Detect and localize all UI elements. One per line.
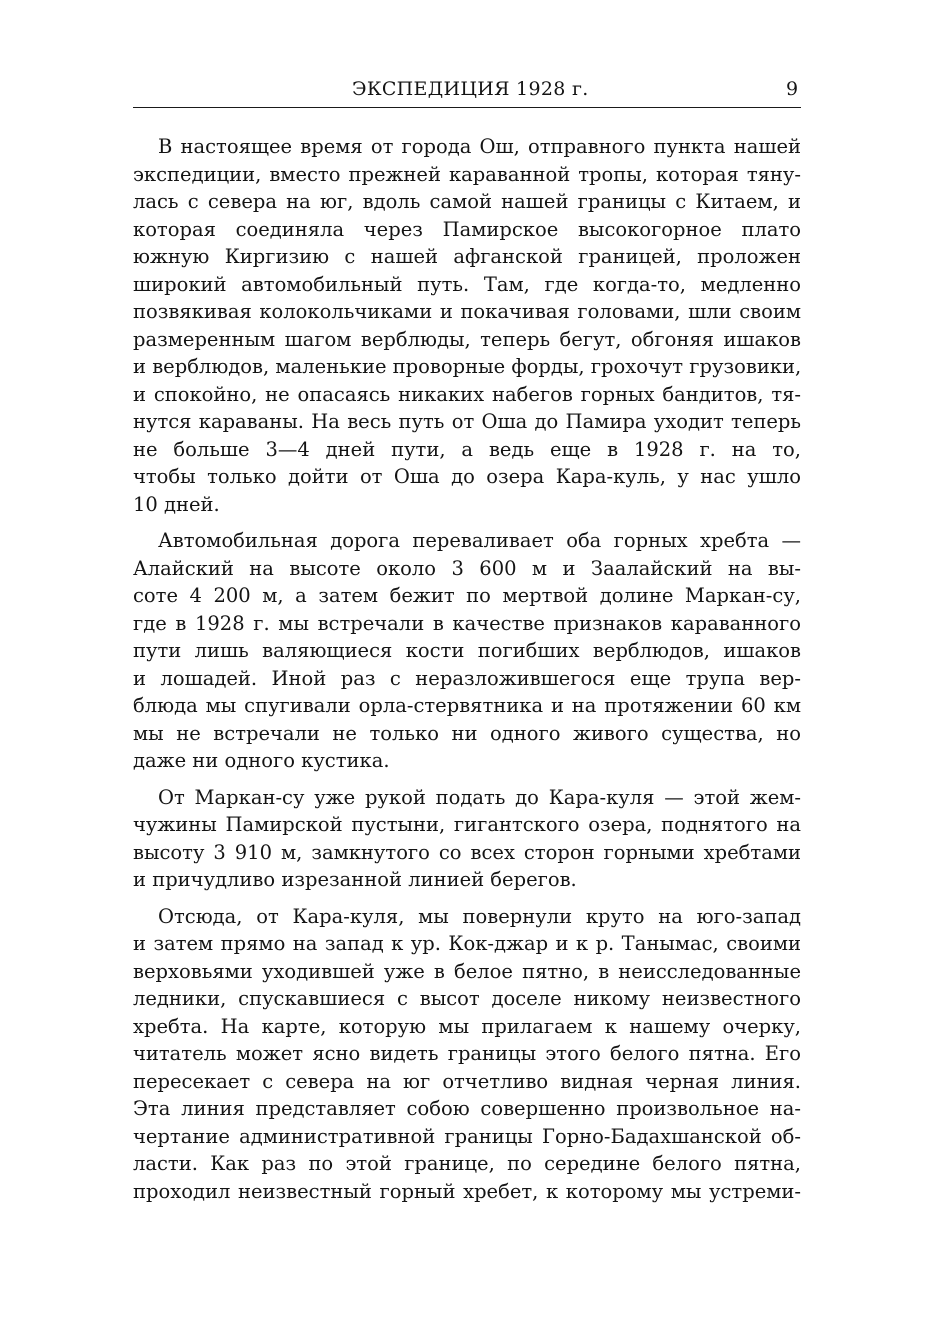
text-line: Отсюда, от Кара-куля, мы повернули круто на юго-запад	[158, 904, 801, 928]
text-line: В настоящее время от города Ош, отправного пункта нашей	[158, 135, 801, 158]
text-line: хребта. На карте, которую мы прилагаем к нашему очерку,	[133, 1014, 801, 1038]
text-line: и лошадей. Иной раз с неразложившегося еще трупа вер-	[133, 666, 801, 690]
text-line: Эта линия представляет собою совершенно произвольное на-	[133, 1097, 801, 1120]
text-line: которая соединяла через Памирское высокогорное плато	[133, 217, 801, 241]
paragraph-3	[133, 784, 801, 894]
text-line: и спокойно, не опасаясь никаких набегов горных бандитов, тя-	[133, 382, 801, 406]
text-line: Автомобильная дорога переваливает оба горных хребта —	[158, 529, 801, 552]
text-line: От Маркан-су уже рукой подать до Кара-куля — этой жем-	[158, 785, 801, 809]
text-line: размеренным шагом верблюды, теперь бегут, обгоняя ишаков	[133, 327, 801, 351]
paragraph-1	[133, 133, 801, 518]
text-line: чужины Памирской пустыни, гигантского озера, поднятого на	[133, 813, 801, 836]
text-line: лась с севера на юг, вдоль самой нашей границы с Китаем, и	[133, 190, 801, 213]
paragraph-4	[133, 903, 801, 1206]
text-line: и верблюдов, маленькие проворные форды, грохочут грузовики,	[133, 355, 801, 378]
text-line: и затем прямо на запад к ур. Кок-джар и к р. Танымас, своими	[133, 932, 801, 955]
header-rule	[133, 107, 801, 108]
text-line: даже ни одного кустика.	[133, 749, 390, 772]
text-line: пути лишь валяющиеся кости погибших верблюдов, ишаков	[133, 639, 801, 662]
text-line: пересекает с севера на юг отчетливо видная черная линия.	[133, 1069, 801, 1093]
text-line: ласти. Как раз по этой границе, по середине белого пятна,	[133, 1152, 801, 1175]
text-line: блюда мы спугивали орла-стервятника и на протяжении 60 км	[133, 694, 801, 717]
text-line: чтобы только дойти от Оша до озера Кара-куль, у нас ушло	[133, 465, 801, 488]
text-line: широкий автомобильный путь. Там, где когда-то, медленно	[133, 272, 801, 296]
body-text	[133, 133, 801, 1214]
text-line: верховьями уходившей уже в белое пятно, в неисследованные	[133, 959, 801, 983]
text-line: где в 1928 г. мы встречали в качестве признаков караванного	[133, 611, 801, 635]
paragraph-2	[133, 527, 801, 775]
text-line: 10 дней.	[133, 492, 220, 516]
page-number: 9	[786, 78, 799, 100]
text-line: нутся караваны. На весь путь от Оша до Памира уходит теперь	[133, 410, 801, 433]
text-line: южную Киргизию с нашей афганской границей, проложен	[133, 245, 801, 268]
text-line: чертание административной границы Горно-Бадахшанской об-	[133, 1124, 801, 1148]
text-line: мы не встречали не только ни одного живого существа, но	[133, 721, 801, 745]
text-line: читатель может ясно видеть границы этого белого пятна. Его	[133, 1042, 801, 1065]
text-line: позвякивая колокольчиками и покачивая головами, шли своим	[133, 300, 801, 323]
text-line: проходил неизвестный горный хребет, к которому мы устреми-	[133, 1179, 801, 1203]
text-line: не больше 3—4 дней пути, а ведь еще в 1928 г. на то,	[133, 437, 801, 461]
text-line: ледники, спускавшиеся с высот доселе никому неизвестного	[133, 987, 801, 1010]
running-title: ЭКСПЕДИЦИЯ 1928 г.	[352, 78, 589, 100]
text-line: высоту 3 910 м, замкнутого со всех сторон горными хребтами	[133, 840, 801, 864]
text-line: соте 4 200 м, а затем бежит по мертвой долине Маркан-су,	[133, 584, 801, 607]
text-line: и причудливо изрезанной линией берегов.	[133, 868, 577, 891]
text-line: Алайский на высоте около 3 600 м и Заалайский на вы-	[133, 556, 801, 580]
text-line: экспедиции, вместо прежней караванной тропы, которая тяну-	[133, 162, 801, 186]
